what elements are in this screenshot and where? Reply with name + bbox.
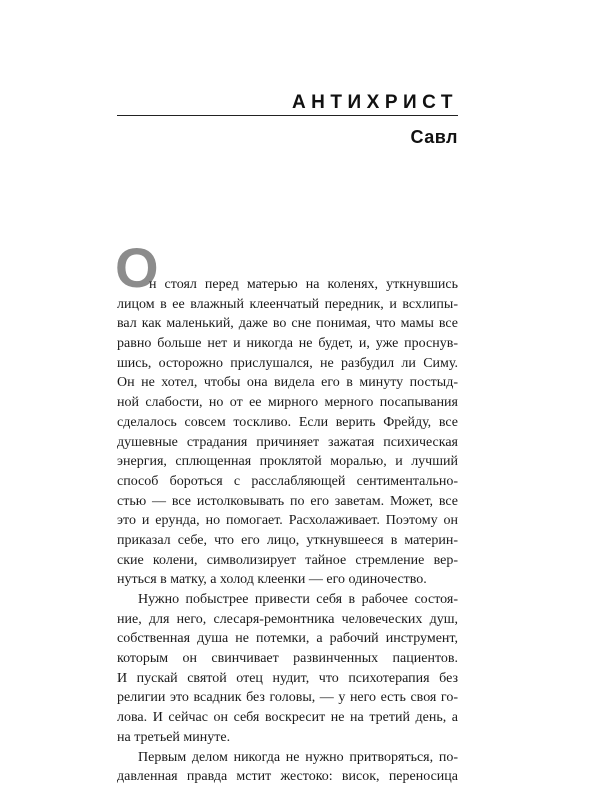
text-line: стью — все истолковывать по его заветам. Может, все — [117, 493, 458, 509]
text-line: ние, для него, слесаря-ремонтника человеческих душ, — [117, 611, 458, 627]
text-line: И пускай святой отец нудит, что психотерапия без — [117, 670, 458, 686]
chapter-title: Савл — [410, 127, 458, 147]
text-line: религии это всадник без головы, — у него есть своя го- — [117, 690, 458, 706]
text-line: душевные страдания причиняет зажатая психическая — [117, 434, 458, 450]
body-text — [117, 275, 458, 787]
header-rule — [117, 115, 458, 116]
text-line: на третьей минуте. — [117, 729, 231, 745]
text-line: энергия, сплющенная проклятой моралью, и лучший — [117, 454, 458, 470]
text-line: которым он свинчивает развинченных пациентов. — [117, 651, 458, 667]
text-line: приказал себе, что его лицо, уткнувшееся в материн- — [117, 532, 458, 548]
text-line: это и ерунда, но помогает. Расхолаживает. Поэтому он — [117, 513, 458, 529]
text-line: лова. И сейчас он себя воскресит не на третий день, а — [117, 710, 458, 726]
text-line: способ бороться с расслабляющей сентиментально- — [117, 473, 458, 489]
drop-cap: О — [115, 236, 159, 299]
text-line: Нужно побыстрее привести себя в рабочее состоя- — [138, 592, 458, 607]
text-line: ной слабости, но от ее мирного мерного посапывания — [117, 395, 458, 411]
text-line: равно больше нет и никогда не будет, и, уже проснув- — [117, 336, 458, 352]
text-line: вал как маленький, даже во сне понимая, что мамы все — [117, 316, 458, 332]
text-line: лицом в ее влажный клеенчатый передник, и всхлипы- — [117, 296, 458, 312]
text-line: Он не хотел, чтобы она видела его в минуту постыд- — [117, 375, 458, 391]
text-line: н стоял перед матерью на коленях, уткнувшись — [149, 277, 458, 292]
text-line: сделалось совсем тоскливо. Если верить Фрейду, все — [117, 414, 458, 430]
part-title: АНТИХРИСТ — [291, 92, 458, 113]
text-line: собственная душа не потемки, а рабочий инструмент, — [117, 631, 458, 647]
text-line: Первым делом никогда не нужно притворяться, по- — [138, 749, 458, 765]
text-line: давленная правда мстит жестоко: висок, переносица — [117, 769, 458, 785]
text-line: шись, осторожно прислушался, не разбудил ли Симу. — [117, 355, 458, 371]
text-line: нуться в матку, а холод клеенки — его одиночество. — [117, 572, 427, 588]
text-line: ские колени, символизирует тайное стремление вер- — [117, 552, 458, 568]
